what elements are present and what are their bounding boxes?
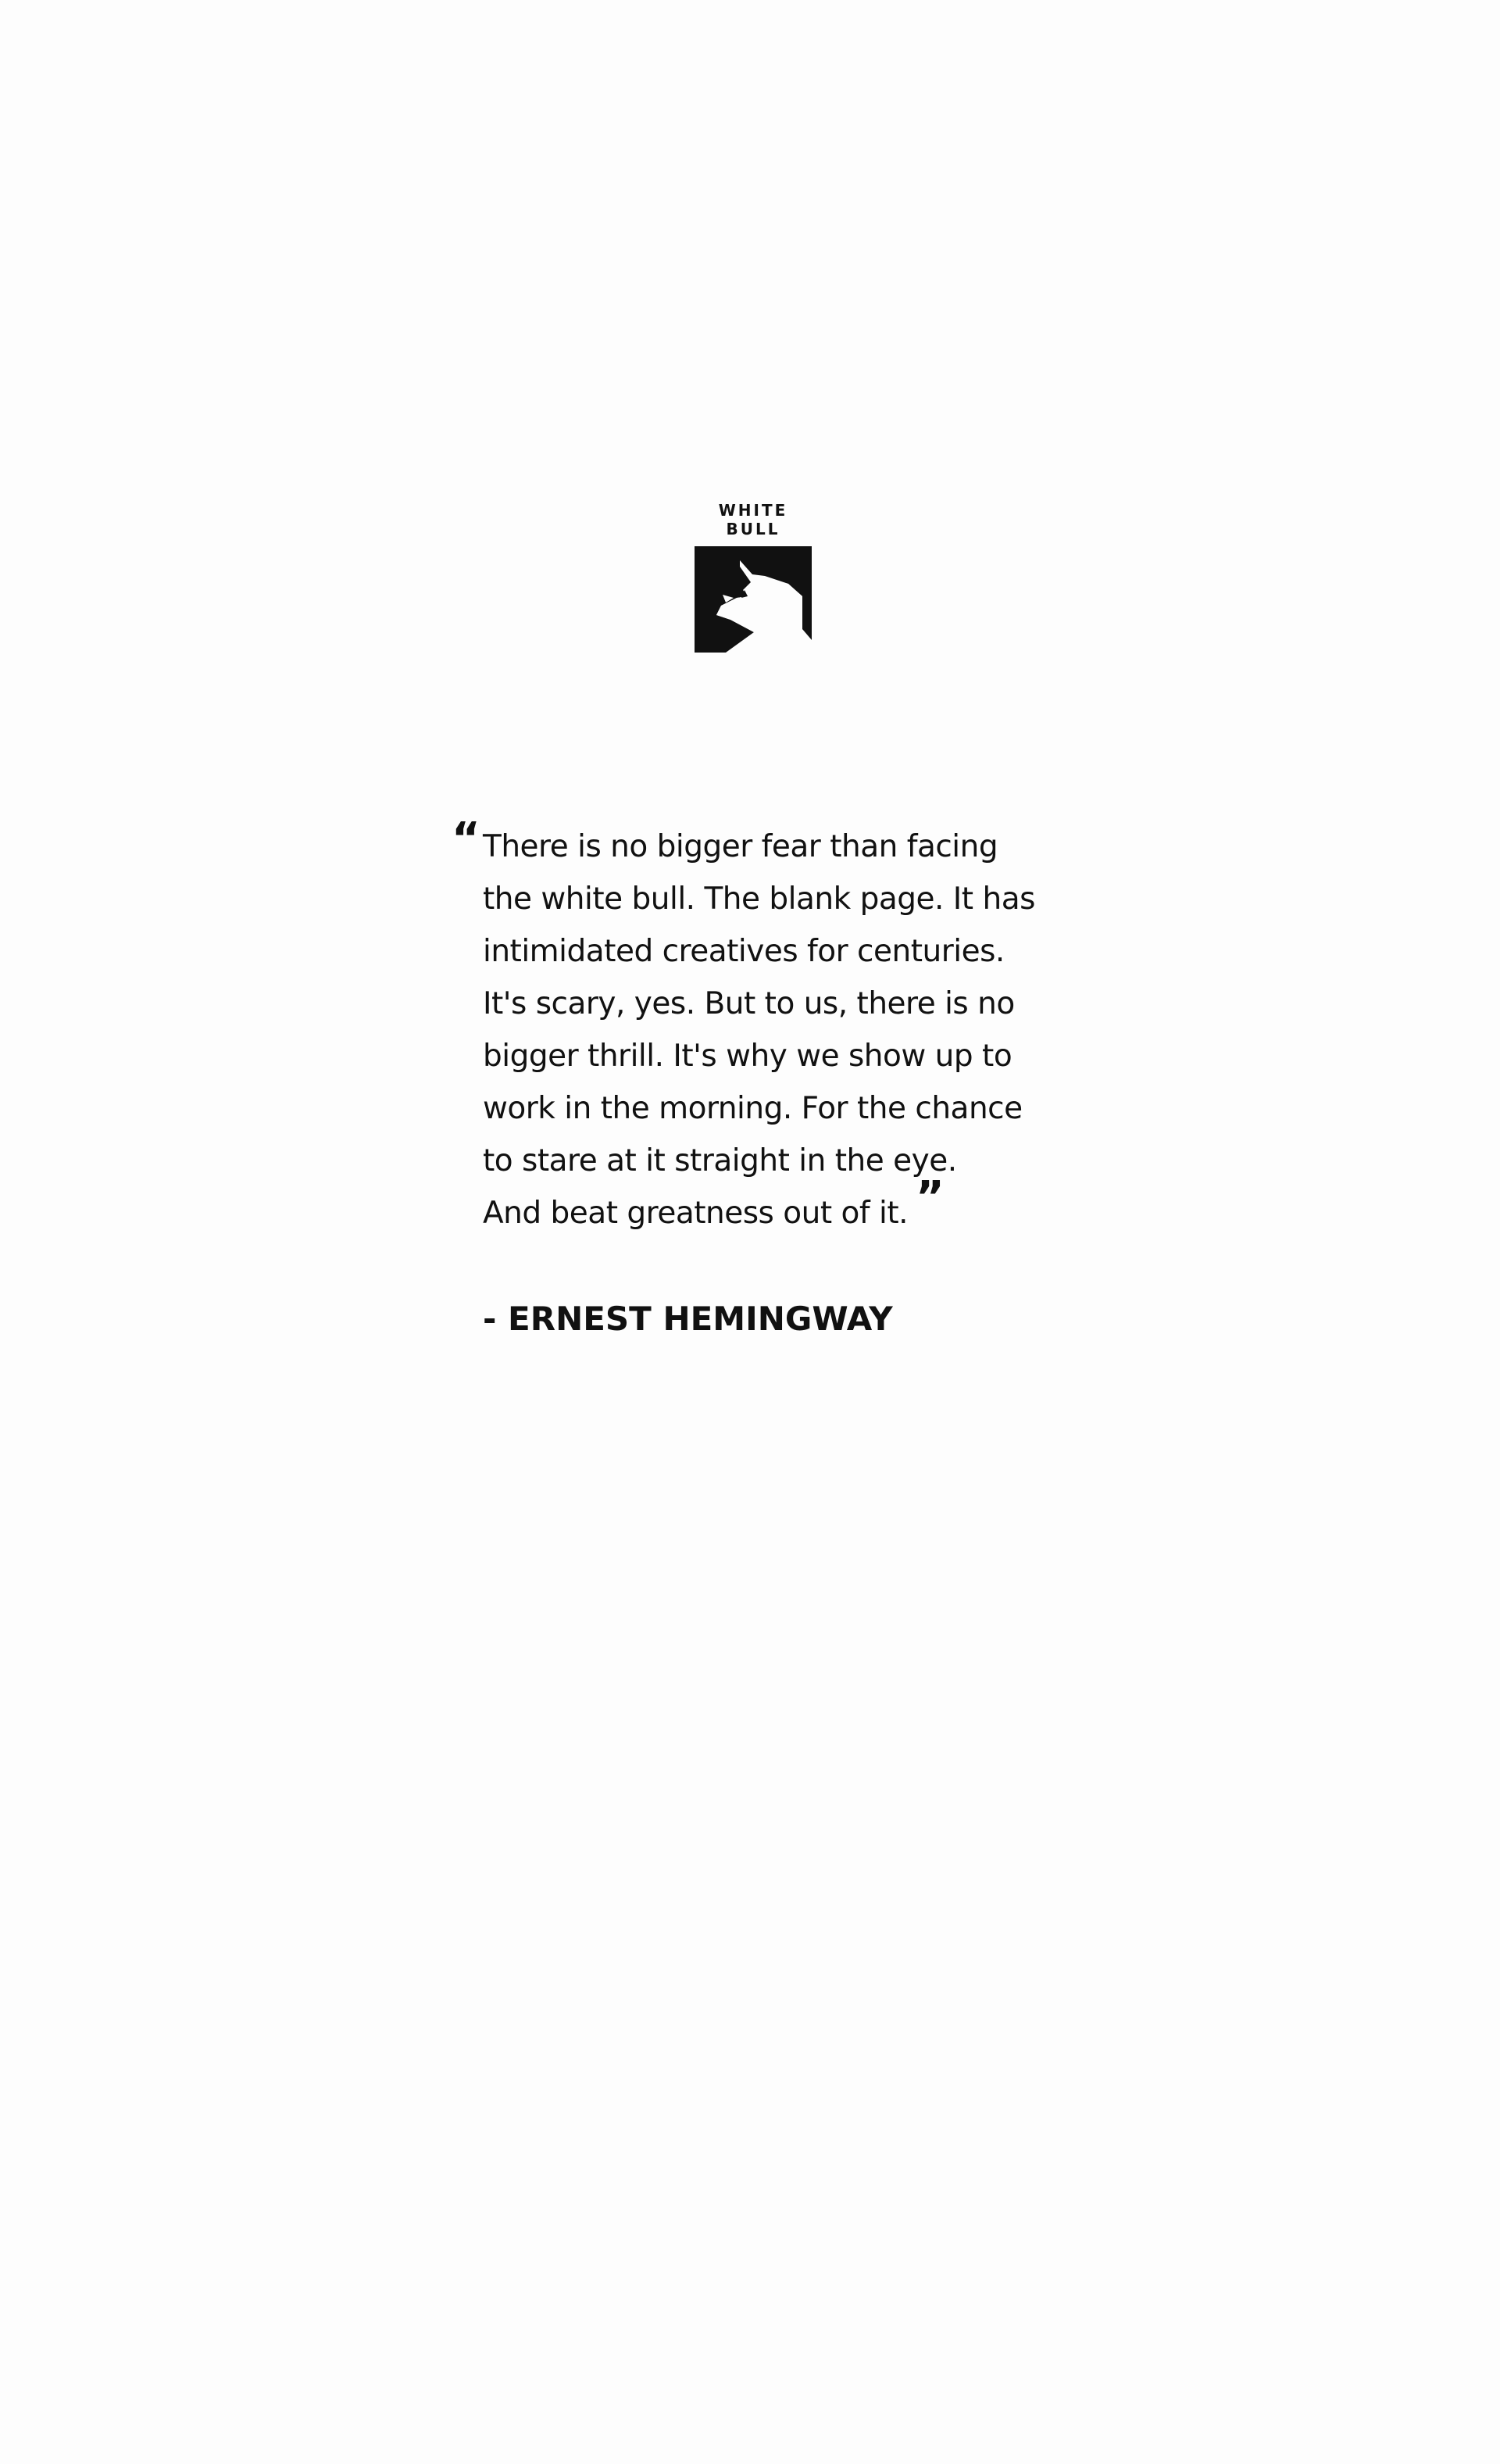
- quote-text: [483, 821, 1035, 1239]
- white-bull-logo-icon: [695, 546, 812, 653]
- brand-name: WHITE BULL: [718, 501, 788, 538]
- quote-line: It's scary, yes. But to us, there is no: [483, 986, 1015, 1021]
- quote-attribution: - ERNEST HEMINGWAY: [483, 1300, 893, 1338]
- quote-line: There is no bigger fear than facing: [483, 829, 998, 864]
- quote-line: the white bull. The blank page. It has: [483, 882, 1035, 917]
- brand-logo: [694, 501, 812, 653]
- quote-line-last: [483, 1172, 1035, 1239]
- quote-line: work in the morning. For the chance: [483, 1091, 1023, 1126]
- quote-line: to stare at it straight in the eye.: [483, 1143, 957, 1178]
- quote-line-last-text: And beat greatness out of it.: [483, 1196, 909, 1231]
- quote-line: intimidated creatives for centuries.: [483, 934, 1005, 969]
- quote-line: bigger thrill. It's why we show up to: [483, 1039, 1012, 1074]
- open-quote-mark: “: [452, 814, 480, 864]
- close-quote-mark: ”: [916, 1172, 945, 1223]
